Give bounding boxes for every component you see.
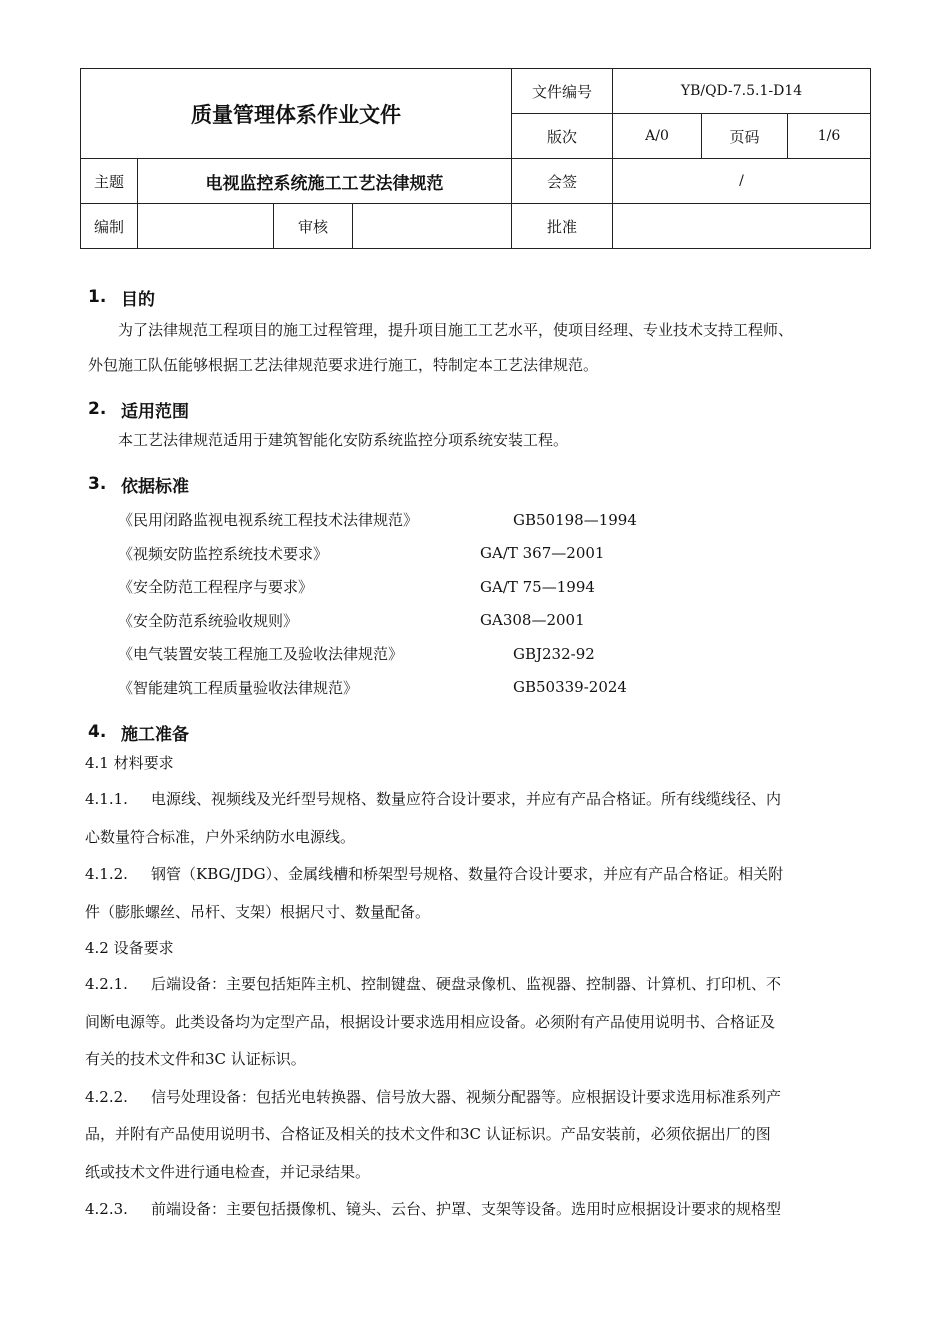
standard-code: GA308—2001: [480, 611, 585, 630]
section-title: 目的: [121, 289, 155, 310]
item-text: 信号处理设备：包括光电转换器、信号放大器、视频分配器等。应根据设计要求选用标准系列产: [151, 1087, 782, 1106]
item-text: 前端设备：主要包括摄像机、镜头、云台、护罩、支架等设备。选用时应根据设计要求的规格型: [151, 1200, 782, 1218]
standard-name: 《安全防范工程程序与要求》: [118, 578, 314, 597]
standard-item: [88, 537, 870, 571]
paragraph: 品，并附有产品使用说明书、合格证及相关的技术文件和3C 认证标识。产品安装前，必须依据出厂的图: [85, 1125, 771, 1143]
approve-value: [613, 204, 871, 249]
doc-number-label: 文件编号: [512, 69, 613, 114]
countersign-label: 会签: [512, 159, 613, 204]
list-item: [85, 1079, 870, 1117]
paragraph: 心数量符合标准，户外采纳防水电源线。: [85, 827, 356, 846]
version-label: 版次: [512, 114, 613, 159]
paragraph: 本工艺法律规范适用于建筑智能化安防系统监控分项系统安装工程。: [118, 431, 569, 449]
paragraph: 纸或技术文件进行通电检查，并记录结果。: [85, 1162, 371, 1181]
item-text: 钢管（KBG/JDG）、金属线槽和桥架型号规格、数量符合设计要求，并应有产品合格证。相关附: [151, 865, 784, 883]
standard-code: GB50339-2024: [513, 678, 627, 697]
item-number: 4.2.3.: [85, 1200, 128, 1218]
section-4-heading: [88, 718, 870, 746]
document-header-table: [80, 68, 871, 249]
section-number: 1.: [88, 287, 107, 307]
doc-number-value: YB/QD-7.5.1-D14: [613, 69, 871, 114]
prepared-value: [138, 204, 274, 249]
review-value: [353, 204, 512, 249]
section-title: 施工准备: [121, 724, 189, 745]
item-number: 4.2.1.: [85, 975, 128, 993]
section-number: 3.: [88, 474, 107, 494]
document-body: [85, 283, 870, 1229]
section-title: 依据标准: [121, 476, 189, 497]
approve-label: 批准: [512, 204, 613, 249]
standard-name: 《视频安防监控系统技术要求》: [118, 544, 329, 563]
standard-item: [88, 671, 870, 705]
standard-item: [88, 503, 870, 537]
subject-label: 主题: [81, 159, 138, 204]
subsection-heading: 4.1 材料要求: [85, 754, 174, 772]
standard-name: 《民用闭路监视电视系统工程技术法律规范》: [118, 511, 419, 530]
paragraph: 间断电源等。此类设备均为定型产品，根据设计要求选用相应设备。必须附有产品使用说明书、合格证及: [85, 1012, 776, 1031]
review-label: 审核: [274, 204, 353, 249]
item-number: 4.1.1.: [85, 790, 128, 808]
countersign-value: /: [613, 159, 871, 204]
standard-name: 《电气装置安装工程施工及验收法律规范》: [118, 645, 404, 664]
item-number: 4.1.2.: [85, 865, 128, 883]
standard-code: GA/T 75—1994: [480, 577, 595, 596]
standard-item: [88, 637, 870, 671]
section-number: 4.: [88, 722, 107, 742]
subsection-heading: 4.2 设备要求: [85, 939, 174, 957]
standard-name: 《安全防范系统验收规则》: [118, 611, 299, 630]
prepared-label: 编制: [81, 204, 138, 249]
version-value: A/0: [613, 114, 702, 159]
standard-item: [88, 604, 870, 638]
item-text: 电源线、视频线及光纤型号规格、数量应符合设计要求，并应有产品合格证。所有线缆线径、内: [151, 790, 782, 808]
list-item: [85, 856, 870, 894]
standard-code: GB50198—1994: [513, 510, 637, 529]
standards-list: [88, 503, 870, 704]
paragraph: 件（膨胀螺丝、吊杆、支架）根据尺寸、数量配备。: [85, 902, 431, 921]
section-number: 2.: [88, 399, 107, 419]
paragraph: 为了法律规范工程项目的施工过程管理，提升项目施工工艺水平，使项目经理、专业技术支持工程师、: [118, 321, 794, 339]
section-2-heading: [88, 395, 870, 423]
subject-title: 电视监控系统施工工艺法律规范: [138, 159, 512, 204]
standard-code: GA/T 367—2001: [480, 544, 605, 563]
paragraph: 外包施工队伍能够根据工艺法律规范要求进行施工，特制定本工艺法律规范。: [88, 356, 599, 374]
list-item: [85, 1191, 870, 1229]
page-value: 1/6: [788, 114, 871, 159]
standard-code: GBJ232-92: [513, 644, 595, 663]
list-item: [85, 781, 870, 819]
item-number: 4.2.2.: [85, 1087, 128, 1106]
standard-name: 《智能建筑工程质量验收法律规范》: [118, 678, 359, 697]
list-item: [85, 966, 870, 1004]
section-1-heading: [88, 283, 870, 311]
item-text: 后端设备：主要包括矩阵主机、控制键盘、硬盘录像机、监视器、控制器、计算机、打印机、不: [151, 975, 782, 993]
paragraph: 有关的技术文件和3C 认证标识。: [85, 1050, 306, 1068]
standard-item: [88, 570, 870, 604]
section-title: 适用范围: [121, 401, 189, 422]
page-label: 页码: [702, 114, 788, 159]
section-3-heading: [88, 470, 870, 498]
document-title: 质量管理体系作业文件: [81, 69, 512, 159]
